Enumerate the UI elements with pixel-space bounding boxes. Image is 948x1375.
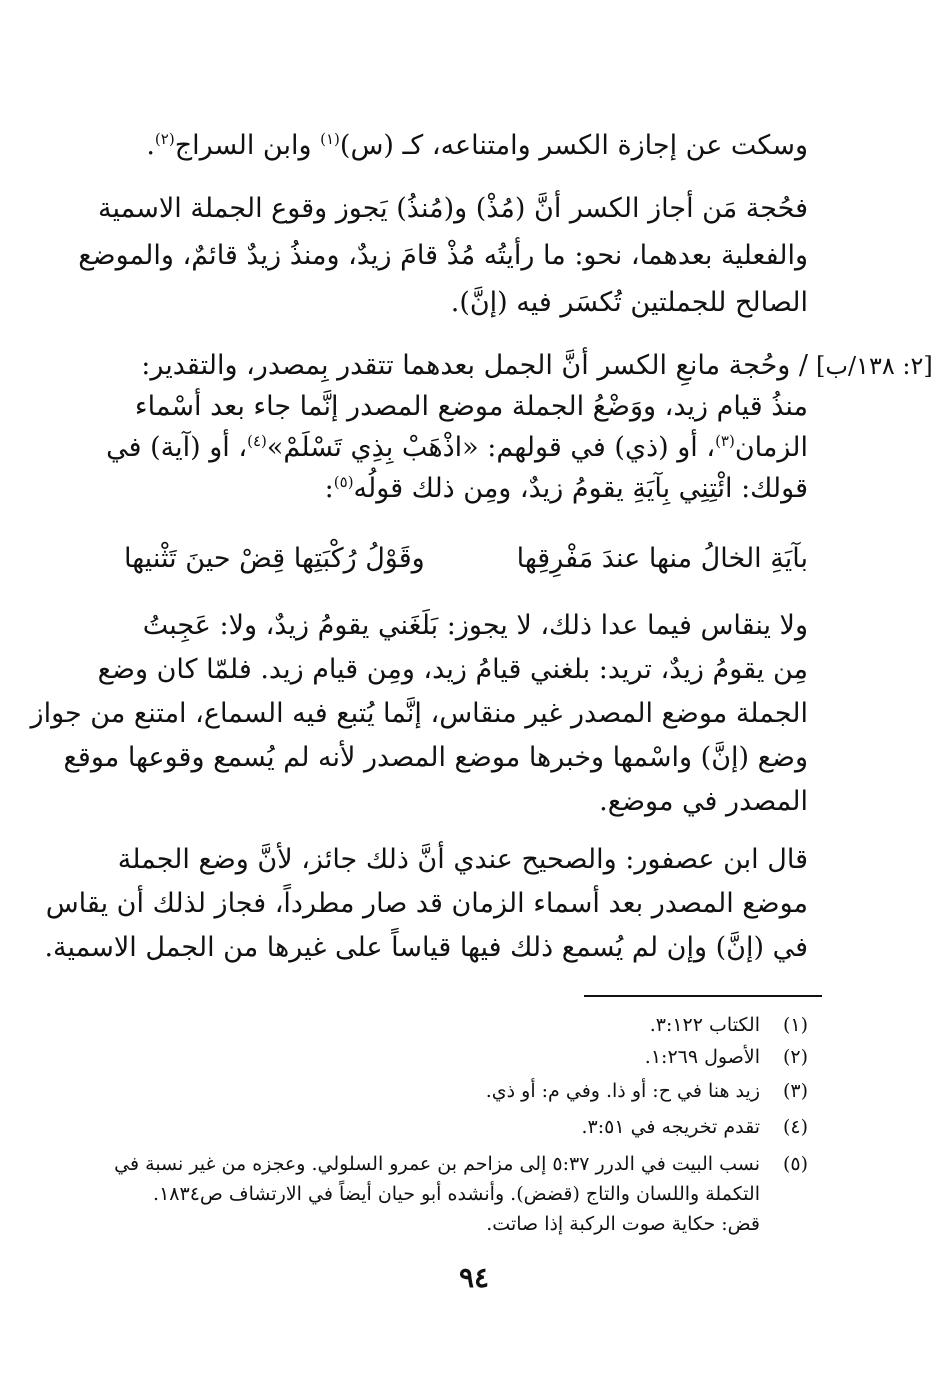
footnote-number: (٤) <box>782 1116 808 1138</box>
footnote-separator <box>584 995 822 997</box>
paragraph-3-line-1: / وحُجة مانعِ الكسر أنَّ الجمل بعدهما تتقدر بِمصدر، والتقدير: <box>141 350 808 381</box>
paragraph-3-text-b: ، أو (ذي) في قولهم: «اذْهَبْ بِذِي تَسْلَمْ» <box>266 432 716 463</box>
paragraph-4-line-5: المصدر في موضع. <box>599 786 808 817</box>
paragraph-4-line-1: ولا ينقاس فيما عدا ذلك، لا يجوز: بَلَغَني يقومُ زيدٌ، ولا: عَجِبتُ <box>142 610 808 641</box>
paragraph-3-line-4 <box>325 469 808 509</box>
footnote-text: نسب البيت في الدرر ٥:٣٧ إلى مزاحم بن عمرو السلولي. وعجزه من غير نسبة في <box>114 1153 760 1175</box>
paragraph-4-line-2: مِن يقومُ زيدٌ، تريد: بلغني قيامُ زيد، ومِن قيام زيد. فلمّا كان وضع <box>97 654 808 685</box>
footnote-ref-4[interactable]: (٤) <box>247 432 267 450</box>
paragraph-2-line-2: والفعلية بعدهما، نحو: ما رأيتُه مُذْ قامَ زيدٌ، ومنذُ زيدٌ قائمٌ، والموضع <box>78 240 808 271</box>
verse-first-hemistich: وقَوْلُ رُكْبَتِها قِضْ حينَ تَثْنيها <box>124 543 425 574</box>
footnote-4 <box>581 1112 808 1142</box>
footnote-number: (٣) <box>782 1080 808 1102</box>
footnote-5-continuation-2: قض: حكاية صوت الركبة إذا صاتت. <box>486 1213 760 1235</box>
paragraph-1-text-c: . <box>146 130 155 161</box>
paragraph-3-line-2: منذُ قيام زيد، ووَضْعُ الجملة موضع المصدر إنَّما جاء بعد أسْماء <box>134 391 808 422</box>
footnote-1 <box>650 1010 808 1040</box>
paragraph-3-text-e: : <box>324 473 334 504</box>
footnote-2 <box>645 1042 808 1072</box>
paragraph-3-text-d: قولك: ائْتِنِي بِآيَةِ يقومُ زيدٌ، ومِن ذلك قولُه <box>353 473 808 504</box>
verse-second-hemistich: بآيَةِ الخالُ منها عندَ مَفْرِقِها <box>516 543 808 574</box>
footnote-text: زيد هنا في ح: أو ذا. وفي م: أو ذي. <box>485 1080 760 1102</box>
footnote-text: الكتاب ٣:١٢٢. <box>649 1014 760 1036</box>
footnote-ref-2[interactable]: (٢) <box>154 130 175 148</box>
paragraph-1-text-b: وابن السراج <box>174 130 321 161</box>
paragraph-2-line-1: فحُجة مَن أجاز الكسر أنَّ (مُذْ) و(مُنذُ) يَجوز وقوع الجملة الاسمية <box>98 193 808 224</box>
paragraph-5-line-2: موضع المصدر بعد أسماء الزمان قد صار مطرداً، فجاز لذلك أن يقاس <box>45 888 808 919</box>
footnote-3 <box>486 1076 808 1106</box>
paragraph-2-line-3: الصالح للجملتين تُكسَر فيه (إنَّ). <box>450 287 808 318</box>
footnote-5-continuation-1: التكملة واللسان والتاج (قضض). وأنشده أبو حيان أيضاً في الارتشاف ص١٨٣٤. <box>153 1183 760 1205</box>
paragraph-1-text: وسكت عن إجازة الكسر وامتناعه، كـ (س) <box>339 130 808 161</box>
page-number: ٩٤ <box>458 1261 490 1294</box>
footnote-ref-5[interactable]: (٥) <box>333 473 354 491</box>
footnote-5 <box>114 1149 808 1179</box>
footnote-number: (٢) <box>782 1046 808 1068</box>
paragraph-4-line-4: وضع (إنَّ) واسْمها وخبرها موضع المصدر لأنه لم يُسمع وقوعها موقع <box>63 742 808 773</box>
paragraph-4-line-3: الجملة موضع المصدر غير منقاس، إنَّما يُتبع فيه السماع، امتنع من جواز <box>30 698 808 729</box>
paragraph-3-line-3 <box>106 428 808 468</box>
paragraph-1-line <box>146 126 808 166</box>
footnote-ref-1[interactable]: (١) <box>320 130 340 148</box>
paragraph-5-line-1: قال ابن عصفور: والصحيح عندي أنَّ ذلك جائز، لأنَّ وضع الجملة <box>117 844 808 875</box>
paragraph-3-text-c: ، أو (آية) في <box>106 432 248 463</box>
paragraph-3-text-a: الزمان <box>734 432 808 463</box>
margin-manuscript-reference: [٢: ١٣٨/ب] <box>816 352 933 380</box>
footnote-number: (٥) <box>782 1153 808 1175</box>
footnote-number: (١) <box>782 1014 808 1036</box>
footnote-text: الأصول ١:٢٦٩. <box>644 1046 760 1068</box>
footnote-text: تقدم تخريجه في ٣:٥١. <box>581 1116 760 1138</box>
paragraph-5-line-3: في (إنَّ) وإن لم يُسمع ذلك فيها قياساً على غيرها من الجمل الاسمية. <box>44 932 808 963</box>
footnote-ref-3[interactable]: (٣) <box>715 432 735 450</box>
